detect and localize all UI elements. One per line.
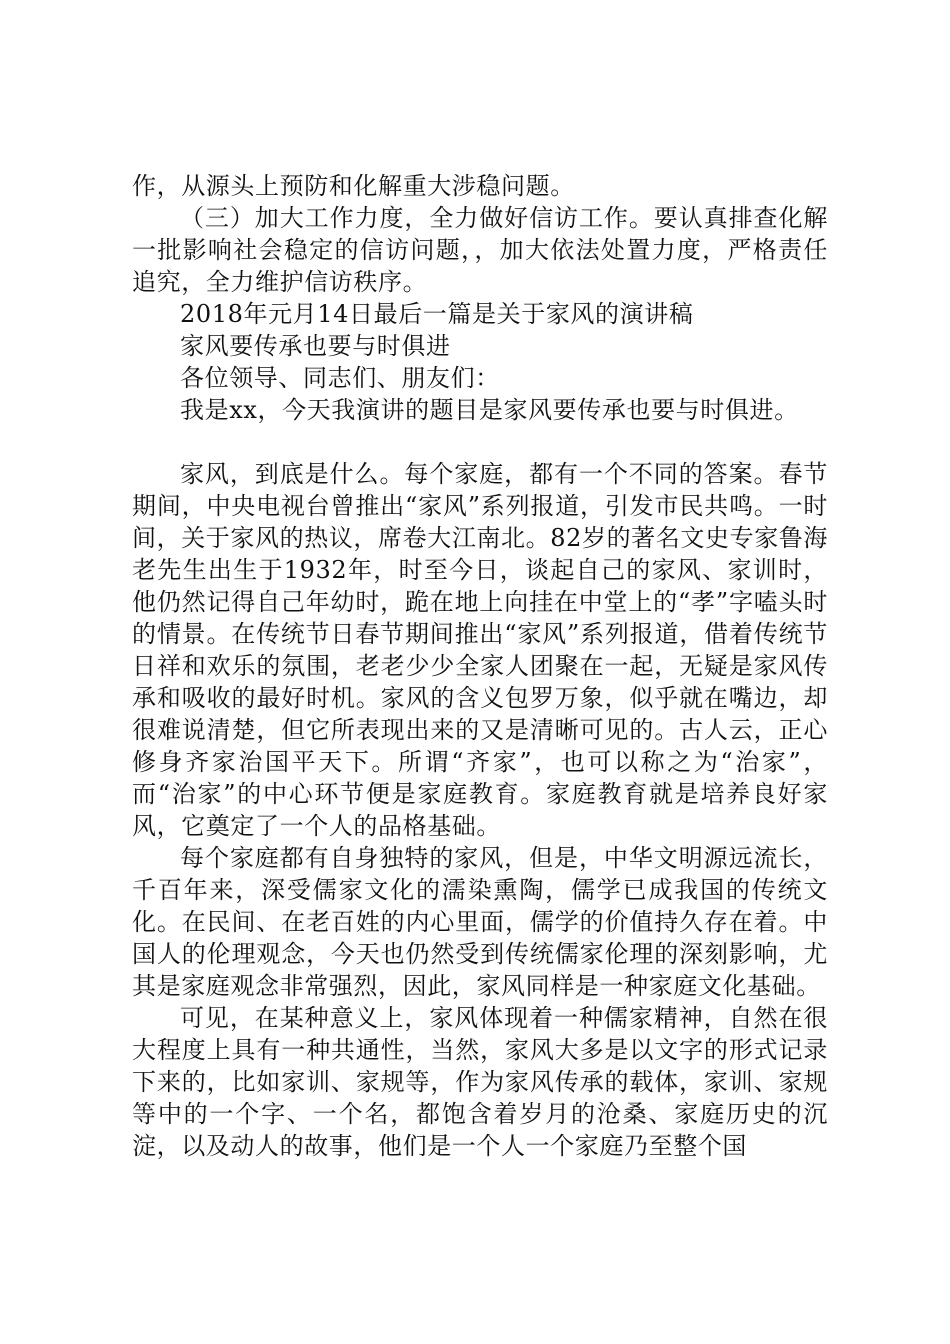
speech-salutation: 各位领导、同志们、朋友们： xyxy=(180,364,500,392)
paragraph-what-is-family-tradition: 家风，到底是什么。每个家庭，都有一个不同的答案。春节期间，中央电视台曾推出“家风”系列报道，引发市民共鸣。一时间，关于家风的热议，席卷大江南北。82岁的著名文史专家鲁海老先生出生于1932年，时至今日，谈起自己的家风、家训时，他仍然记得自己年幼时，跪在地上向挂在中堂上的“孝”字嗑头时的情景。在传统节日春节期间推出“家风”系列报道，借着传统节日祥和欢乐的氛围，老老少少全家人团聚在一起，无疑是家风传承和吸收的最好时机。家风的含义包罗万象，似乎就在嘴边，却很难说清楚，但它所表现出来的又是清晰可见的。古人云，正心修身齐家治国平天下。所谓“齐家”，也可以称之为“治家”，而“治家”的中心环节便是家庭教育。家庭教育就是培养良好家风，它奠定了一个人的品格基础。 xyxy=(132,460,828,840)
document-body xyxy=(132,170,828,1162)
paragraph-confucian-culture: 每个家庭都有自身独特的家风，但是，中华文明源远流长，千百年来，深受儒家文化的濡染熏陶，儒学已成我国的传统文化。在民间、在老百姓的内心里面，儒学的价值持久存在着。中国人的伦理观念，今天也仍然受到传统儒家伦理的深刻影响，尤其是家庭观念非常强烈，因此，家风同样是一种家庭文化基础。 xyxy=(132,844,828,1000)
paragraph-common-nature: 可见，在某种意义上，家风体现着一种儒家精神，自然在很大程度上具有一种共通性，当然，家风大多是以文字的形式记录下来的，比如家训、家规等，作为家风传承的载体，家训、家规等中的一个字、一个名，都饱含着岁月的沧桑、家庭历史的沉淀，以及动人的故事，他们是一个人一个家庭乃至整个国 xyxy=(132,1004,828,1160)
paragraph-petition-work: （三）加大工作力度，全力做好信访工作。要认真排查化解一批影响社会稳定的信访问题，，加大依法处置力度，严格责任追究，全力维护信访秩序。 xyxy=(132,204,828,296)
blank-line xyxy=(132,426,828,458)
speech-intro: 我是xx，今天我演讲的题目是家风要传承也要与时俱进。 xyxy=(180,396,799,424)
paragraph-continuation: 作，从源头上预防和化解重大涉稳问题。 xyxy=(132,172,575,200)
speech-title: 家风要传承也要与时俱进 xyxy=(180,332,451,360)
speech-date-line: 2018年元月14日最后一篇是关于家风的演讲稿 xyxy=(180,300,694,328)
